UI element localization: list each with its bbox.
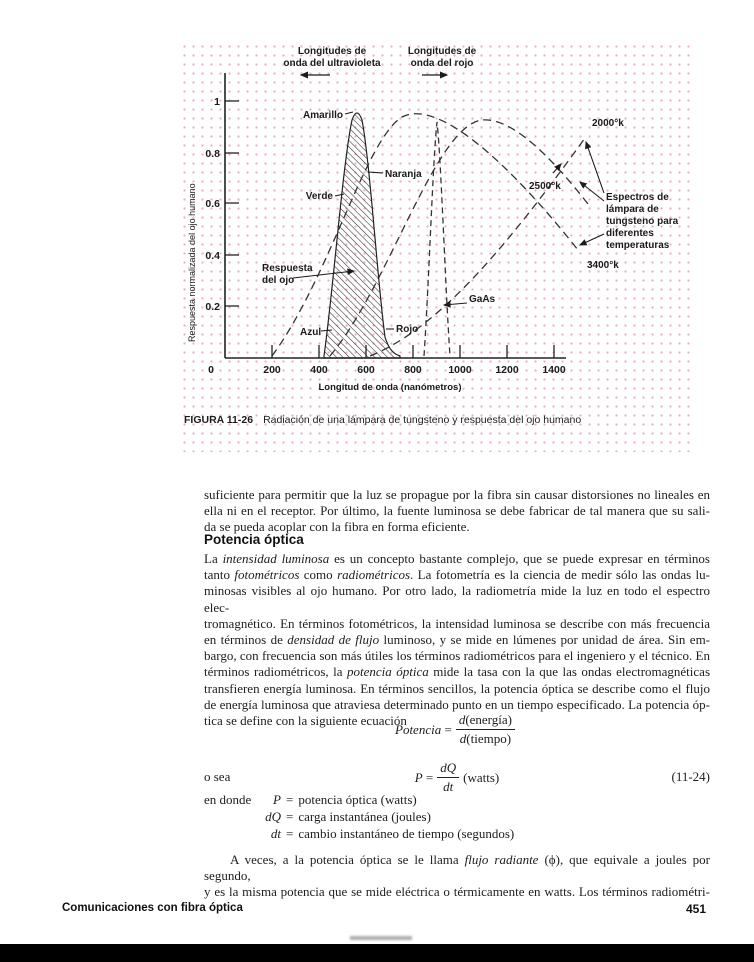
y-axis-title: Respuesta normalizada del ojo humano bbox=[187, 183, 197, 342]
red-band-label-2: onda del rojo bbox=[410, 58, 474, 69]
where-row-dq: dQ = carga instantánea (joules) bbox=[265, 809, 431, 824]
footer-page-number: 451 bbox=[685, 902, 706, 916]
y-tick-08: 0.8 bbox=[205, 148, 220, 160]
red-band-label-1: Longitudes de bbox=[407, 46, 477, 57]
label-3400k: 3400°k bbox=[587, 260, 619, 271]
uv-band-label-1: Longitudes de bbox=[297, 46, 367, 57]
arrow-espectros-3400k bbox=[580, 234, 604, 245]
x-ticks bbox=[272, 345, 554, 358]
figure-caption-label: FIGURA 11-26 bbox=[184, 414, 254, 426]
where-definitions bbox=[204, 791, 710, 842]
footer-chapter-title: Comunicaciones con fibra óptica bbox=[62, 902, 243, 914]
label-verde: Verde bbox=[305, 191, 333, 202]
where-intro: en donde bbox=[204, 792, 252, 807]
label-2500k: 2500°k bbox=[529, 181, 561, 192]
paragraph-flujo-radiante: A veces, a la potencia óptica se le llama flujo radiante (ϕ), que equivale a joules por segundo, y es la misma potencia que se mide eléctrica o térmicamente en watts. Los términos radiométri- bbox=[204, 852, 711, 900]
figure-caption bbox=[184, 414, 684, 426]
paragraph-potencia: La intensidad luminosa es un concepto bastante complejo, que se puede expresar en términos tanto fotométricos como radiométricos. La fotometría es la ciencia de medir sólo las ondas lu- minosas visibles al ojo humano. Por otro lado, la radiometría mide la luz en todo el espectro elec- tromagnético. En términos fotométricos, la intensidad luminosa se describe con más frecuencia en términos de densidad de flujo luminoso, y se mide en lúmenes por unidad de área. Sin em- bargo, con frecuencia son más útiles los términos radiométricos para el ingeniero y el técnico. En términos radiométricos, la potencia óptica mide la tasa con la que las ondas electromagnéticas transfieren energía luminosa. En términos sencillos, la potencia óptica se describe como el flujo de energía luminosa que atraviesa determinado punto en un tiempo especificado. La potencia óp- tica se define con la siguiente ecuación bbox=[204, 551, 711, 729]
x-tick-1400: 1400 bbox=[542, 364, 566, 376]
leader-amarillo bbox=[345, 112, 353, 114]
uv-band-label-2: onda del ultravioleta bbox=[283, 58, 381, 69]
label-2000k: 2000°k bbox=[592, 118, 624, 129]
equation-intro: o sea bbox=[204, 769, 231, 784]
where-row-p: P = potencia óptica (watts) bbox=[273, 792, 417, 807]
where-row-dt: dt = cambio instantáneo de tiempo (segundos) bbox=[270, 826, 515, 841]
label-amarillo: Amarillo bbox=[302, 110, 343, 121]
arrow-espectros-2000k bbox=[586, 142, 604, 193]
y-ticks bbox=[225, 101, 239, 306]
x-tick-1000: 1000 bbox=[448, 364, 472, 376]
leader-naranja bbox=[368, 172, 383, 173]
label-espectros-2: lámpara de bbox=[606, 204, 659, 215]
lamp-curve-3400k bbox=[272, 114, 578, 356]
x-tick-400: 400 bbox=[310, 364, 328, 376]
x-axis-title: Longitud de onda (nanómetros) bbox=[318, 382, 462, 393]
equation-11-24: P = $\frac{dQ}{dt}$ (watts) bbox=[414, 760, 500, 794]
label-azul: Azul bbox=[300, 327, 322, 338]
label-espectros-1: Espectros de bbox=[606, 192, 669, 203]
label-respuesta-2: del ojo bbox=[262, 275, 295, 286]
y-tick-02: 0.2 bbox=[205, 301, 220, 313]
equation-potencia bbox=[204, 712, 710, 747]
paragraph-intro: suficiente para permitir que la luz se propague por la fibra sin causar distorsiones no lineales en ella ni en el receptor. Por último, la fuente luminosa se debe fabricar de tal manera que su sali- da se pueda acoplar con la fibra en forma eficiente. bbox=[204, 487, 710, 535]
equation-lhs: Potencia = bbox=[395, 721, 452, 737]
scan-artifact bbox=[350, 936, 412, 940]
x-tick-1200: 1200 bbox=[495, 364, 519, 376]
label-naranja: Naranja bbox=[385, 169, 422, 180]
fraction-dq-dt: $\frac{dQ}{dt}$ bbox=[437, 760, 459, 795]
y-tick-04: 0.4 bbox=[205, 250, 220, 262]
x-tick-200: 200 bbox=[263, 364, 281, 376]
figure-11-26 bbox=[180, 42, 694, 452]
label-respuesta-1: Respuesta bbox=[262, 263, 313, 274]
x-tick-800: 800 bbox=[404, 364, 422, 376]
x-tick-0: 0 bbox=[208, 364, 214, 376]
y-tick-06: 0.6 bbox=[205, 198, 220, 210]
fraction-energia-tiempo: $\frac{\text{d(energía)}}{\text{d(tiempo)}}$ bbox=[456, 712, 515, 747]
label-espectros-3: tungsteno para bbox=[606, 216, 679, 227]
label-espectros-4: diferentes bbox=[606, 228, 654, 239]
label-rojo: Rojo bbox=[396, 324, 419, 335]
label-gaas: GaAs bbox=[469, 294, 496, 305]
x-tick-600: 600 bbox=[357, 364, 375, 376]
section-heading: Potencia óptica bbox=[204, 532, 304, 547]
tungsten-radiation-chart bbox=[180, 42, 694, 414]
y-tick-1: 1 bbox=[214, 96, 220, 108]
scan-black-bar bbox=[0, 944, 754, 962]
label-espectros-5: temperaturas bbox=[606, 240, 670, 251]
equation-number: (11-24) bbox=[671, 769, 710, 784]
figure-caption-text: Radiación de una lámpara de tungsteno y respuesta del ojo humano bbox=[263, 414, 582, 426]
